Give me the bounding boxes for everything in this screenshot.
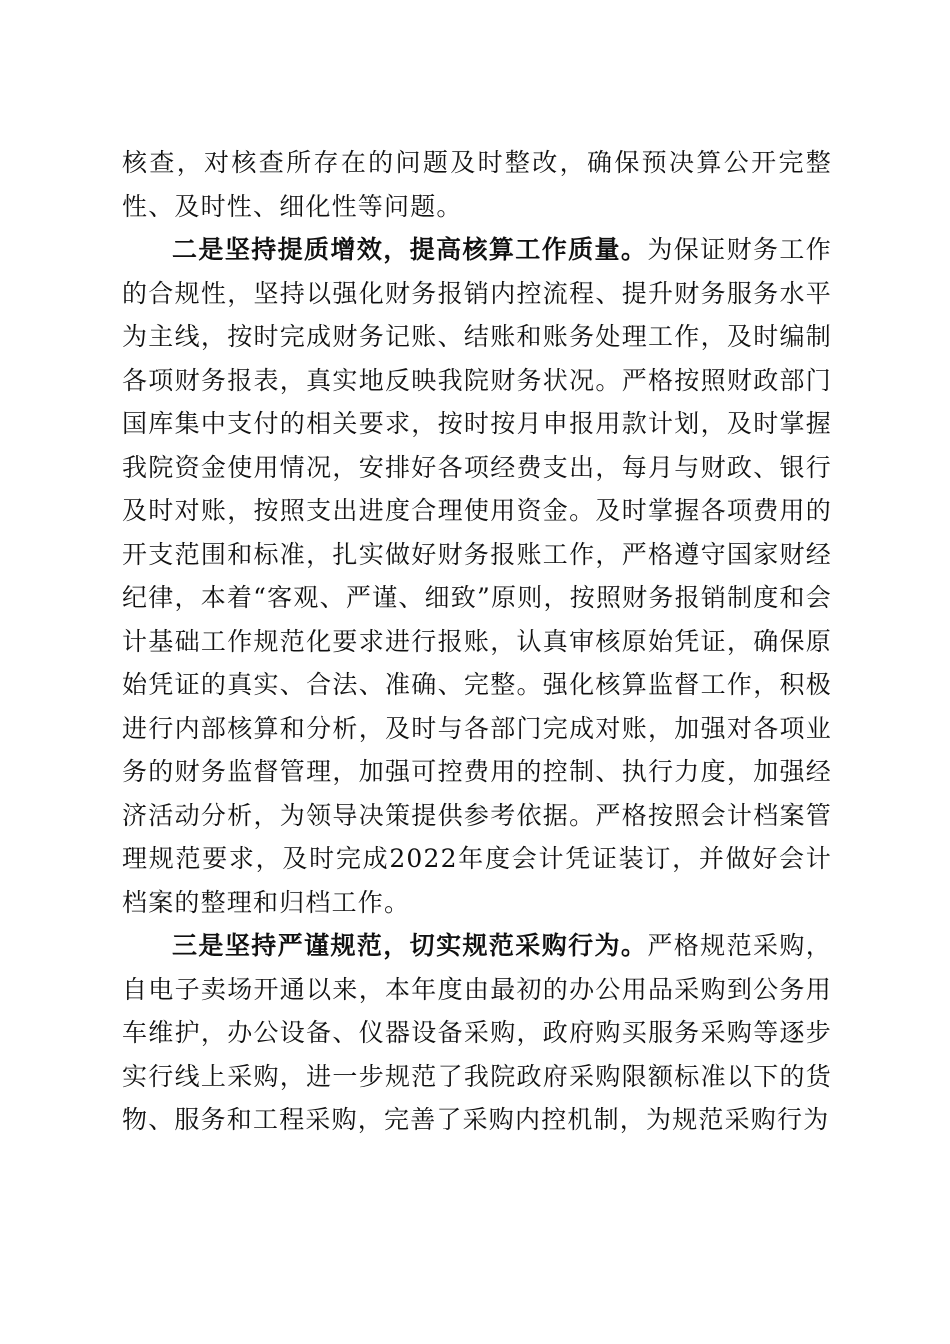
paragraph-procurement xyxy=(122,924,832,1142)
paragraph-lead: 二是坚持提质增效，提高核算工作质量。 xyxy=(172,235,648,264)
paragraph-continuation xyxy=(122,141,832,228)
body-text xyxy=(122,141,832,1142)
paragraph-text: 核查，对核查所存在的问题及时整改，确保预决算公开完整性、及时性、细化性等问题。 xyxy=(122,148,832,221)
paragraph-text: 为保证财务工作的合规性，坚持以强化财务报销内控流程、提升财务服务水平为主线，按时完成财务记账、结账和账务处理工作，及时编制各项财务报表，真实地反映我院财务状况。严格按照财政部门国库集中支付的相关要求，按时按月申报用款计划，及时掌握我院资金使用情况，安排好各项经费支出，每月与财政、银行及时对账，按照支出进度合理使用资金。及时掌握各项费用的开支范围和标准，扎实做好财务报账工作，严格遵守国家财经纪律，本着“客观、严谨、细致”原则，按照财务报销制度和会计基础工作规范化要求进行报账，认真审核原始凭证，确保原始凭证的真实、合法、准确、完整。强化核算监督工作，积极进行内部核算和分析，及时与各部门完成对账，加强对各项业务的财务监督管理，加强可控费用的控制、执行力度，加强经济活动分析，为领导决策提供参考依据。严格按照会计档案管理规范要求，及时完成2022年度会计凭证装订，并做好会计档案的整理和归档工作。 xyxy=(122,235,832,917)
paragraph-lead: 三是坚持严谨规范，切实规范采购行为。 xyxy=(172,931,648,960)
paragraph-text: 严格规范采购，自电子卖场开通以来，本年度由最初的办公用品采购到公务用车维护，办公设备、仪器设备采购，政府购买服务采购等逐步实行线上采购，进一步规范了我院政府采购限额标准以下的货物、服务和工程采购，完善了采购内控机制，为规范采购行为 xyxy=(122,931,832,1134)
paragraph-accounting-quality xyxy=(122,228,832,924)
